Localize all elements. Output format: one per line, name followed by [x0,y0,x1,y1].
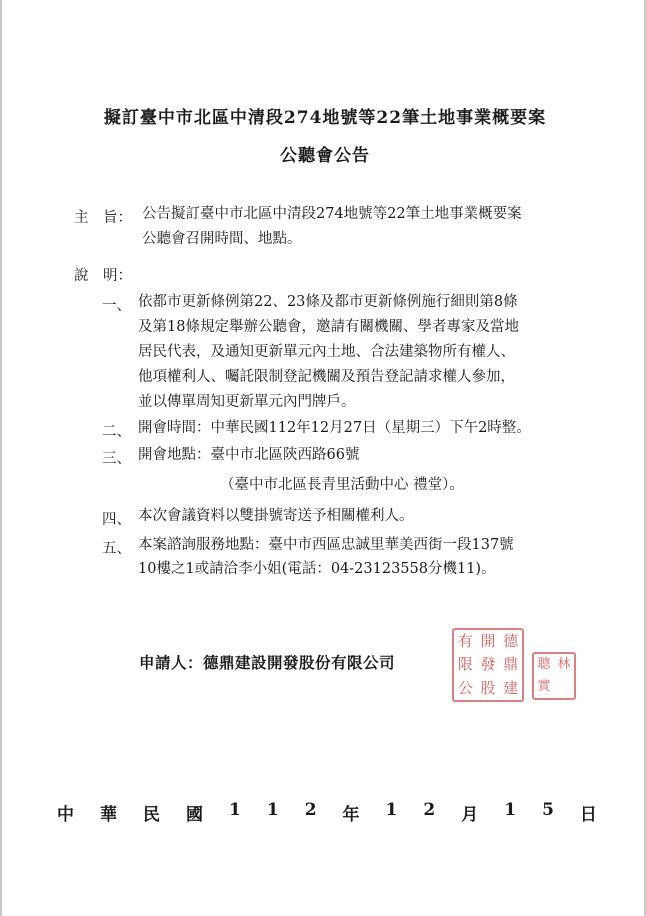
item-4-line-1: 本次會議資料以雙掛號寄送予相關權利人。 [138,508,414,524]
seal-char: 建 [503,678,519,697]
date-char: 1 [266,800,279,820]
item-3-line-2: （臺中市北區長青里活動中心 禮堂）。 [220,477,464,493]
seal-char: 公 [457,678,473,697]
date-char: 月 [461,805,479,825]
item-1-line-5: 並以傳單周知更新單元內門牌戶。 [138,394,356,410]
item-3-number: 三、 [102,451,131,467]
seal-char: 林 [557,657,571,672]
item-3-line-1: 開會地點：臺中市北區陝西路66號 [138,447,360,463]
item-5-line-1: 本案諮詢服務地點：臺中市西區忠誠里華美西街一段137號 [138,537,514,553]
seal-char: 開 [480,632,496,650]
date-char: 中 [57,805,74,825]
date-char: 民 [143,805,160,825]
seal-char [554,676,574,698]
item-5-line-2: 10樓之1或請洽李小姐(電話：04-23123558分機11)。 [138,561,496,577]
date-char: 年 [342,805,360,825]
seal-char: 聰 [537,657,551,672]
item-1-number: 一、 [102,298,131,314]
item-4-number: 四、 [102,512,131,528]
document-subtitle: 公聽會公告 [280,146,370,166]
subject-label: 主 旨： [74,210,132,226]
item-1-line-2: 及第18條規定舉辦公聽會，邀請有關機關、學者專家及當地 [138,319,519,335]
item-1-line-4: 他項權利人、囑託限制登記機關及預告登記請求權人參加， [138,369,515,385]
seal-char: 有 [457,632,473,650]
date-char: 日 [579,805,597,825]
date-char: 國 [186,805,203,825]
date-char: 1 [504,800,517,820]
seal-char: 股 [480,678,496,697]
date-char: 1 [385,800,398,820]
item-2-line-1: 開會時間：中華民國112年12月27日（星期三）下午2時整。 [138,420,531,436]
seal-char: 發 [480,655,496,674]
subject-line-2: 公聽會召開時間、地點。 [142,231,302,247]
seal-char: 實 [537,679,551,694]
seal-char: 限 [457,655,473,674]
subject-line-1: 公告擬訂臺中市北區中清段274地號等22筆土地事業概要案 [142,206,522,222]
item-5-number: 五、 [102,541,131,557]
date-char: 華 [100,805,117,825]
date-char: 2 [304,800,317,820]
date-char: 5 [542,800,554,820]
seal-char: 鼎 [503,655,519,674]
description-label: 說 明： [74,268,132,284]
applicant-name: 申請人：德鼎建設開發股份有限公司 [139,653,396,672]
date-char: 1 [229,800,241,820]
item-1-line-1: 依都市更新條例第22、23條及都市更新條例施行細則第8條 [138,294,518,310]
document-title: 擬訂臺中市北區中清段274地號等22筆土地事業概要案 [103,108,547,128]
company-seal [452,628,524,702]
item-2-number: 二、 [102,424,131,440]
item-1-line-3: 居民代表，及通知更新單元內土地、合法建築物所有權人、 [138,344,515,360]
document-date [57,800,597,825]
seal-char: 德 [503,632,519,650]
date-char: 2 [423,800,436,820]
representative-seal [532,652,576,700]
